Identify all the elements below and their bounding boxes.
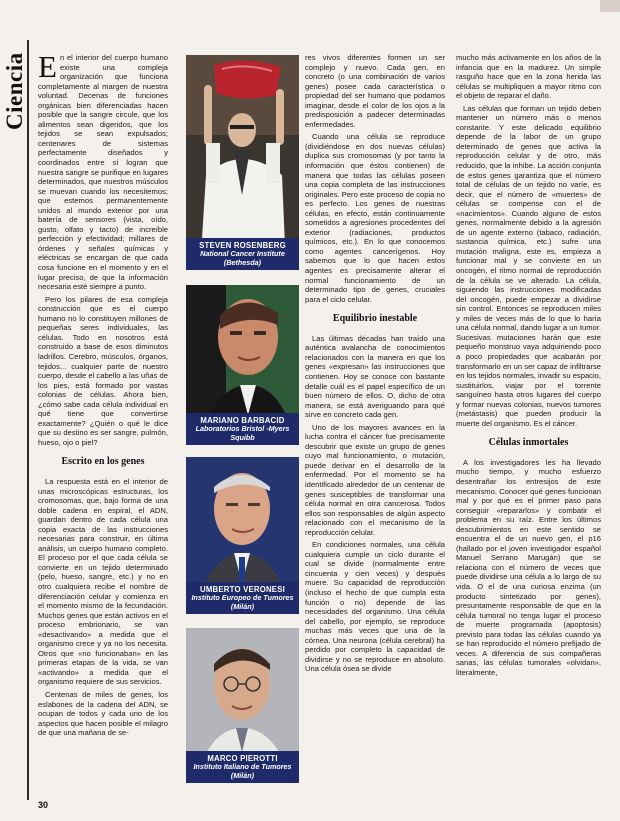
subhead-celulas-inmortales: Células inmortales [488, 437, 569, 449]
body-paragraph: Uno de los mayores avances en la lucha contra el cáncer fue precisamente descubrir que existe un grupo de genes cuyo mal funcionamiento, o mutación, puede derivar en el desarrollo de la enfermedad. Por el momento se ha identificado alrededor de un centenar de genes susceptibles de transformar una célula normal en otra cancerosa. Todos ellos son responsables de algún aspecto relacionado con el mecanismo de la reproducción celular. [305, 422, 445, 537]
subhead-escrito-en-los-genes: Escrito en los genes [61, 456, 145, 468]
body-paragraph: Las células que forman un tejido deben mantener un número más o menos constante. Y este delicado equilibrio depende de la labor de un grupo determinado de genes que activa la reproducción celular y de otro, más reducido, que la inhibe. La acción conjunta de estos genes garantiza que el número total de células de un tejido no varíe, es decir, que el número de «muertes» de células se compense con el de «nacimientos». Cuando alguno de estos genes, normalmente debido a la agresión de un agente externo (tabaco, radiación, sustancia química, etc.) sufre una mutación maligna, este es, empieza a funcionar mal y se convierte en un oncogén, el ritmo normal de reproducción de la célula se ve alterado. La célula, siguiendo las instrucciones modificadas del oncogén, puede empezar a dividirse sin control. Entonces se reproducen miles y miles de veces más de lo que lo haría una célula normal, dando lugar a un tumor. Sucesivas mutaciones harán que este pequeño monstruo vaya adquiriendo poco a poco propiedades que acabarán por transformarlo en un ser capaz de infiltrarse en los tejidos normales, invadir su espacio, sustituirlos, viajar por el torrente sanguíneo hasta otros lugares del cuerpo y formar nuevas colonias, nuevos tumores (metástasis) que pueden producir la muerte del organismo. Es el cáncer. [456, 103, 601, 428]
page-number: 30 [38, 800, 49, 810]
photo-caption [186, 413, 299, 445]
caption-name: UMBERTO VERONESI [200, 585, 285, 595]
caption-name: STEVEN ROSENBERG [199, 241, 286, 251]
body-paragraph: mucho más activamente en los años de la infancia que en la madurez. Un simple rasguño hace que en la zona herida las células se multipliquen a mayor ritmo con el objeto de reparar el daño. [456, 53, 601, 101]
body-paragraph: Pero los pilares de esa compleja construcción que es el cuerpo humano no lo constituyen millones de pequeñas seres individuales, las células. Todo en nosotros está construido a base de esos diminutos ladrillos. Cerebro, músculos, órganos, tejidos... cualquier parte de nuestro cuerpo, desde el cabello a las uñas de los pies, está formado por vastas colonias de células. Ahora bien, ¿cómo sabe cada célula individual en qué tiene que convertirse exactamente? ¿Quién o qué le dice que su destino es ser sangre, pulmón, hueso, ojo o piel? [38, 294, 168, 447]
intro-text: n el interior del cuerpo humano existe una compleja organización que funciona completamente al margen de nuestra voluntad. Decenas de funciones orgánicas bien diferenciadas hacen posible que la sangre circule, que los alimentos sean digeridos, que los tejidos se sean expulsados; centenares de sistemas perfectamente diseñados y coordinados entre sí logran que nuestra sangre se purifique en lugares determinados, que nuestros músculos se muevan cuando los necesitemos; que estemos permanentemente unidos al mundo exterior por una batería de sensores (vista, oído, gusto, olfato y tacto) de increíble perfección y efectividad; millares de órdenes y señales químicas y eléctricas se encargan de que cada cosa funcione en el momento y en el lugar preciso, de que la información necesaria esté siempre a punto. [38, 53, 168, 292]
body-paragraph: Centenas de miles de genes, los eslabones de la cadena del ADN, se ocupan de todos y cada uno de los aspectos que hacen posible el milagro de que una mañana de se- [38, 690, 168, 738]
body-paragraph: En condiciones normales, una célula cualquiera cumple un ciclo durante el cual se divide (normalmente entre cincuenta y cien veces) y después muere. Su capacidad de reproducción (incluso el hecho de que cumpla esta función o no) depende de las necesidades del organismo. Una célula del cabello, por ejemplo, se reproduce muchas más veces que una de la córnea. Una neurona (célula cerebral) ha perdido por completo la capacidad de dividirse y no se reproduce en absoluto. Una célula ósea se divide [305, 540, 445, 674]
photo-caption [186, 582, 299, 614]
photo-umberto-veronesi [186, 457, 299, 614]
caption-institution: Laboratorios Bristol -Myers Squibb [195, 424, 290, 442]
body-paragraph: La respuesta está en el interior de unas microscópicas estructuras, los cromosomas, que, bajo forma de una doble cadena en espiral, el ADN, guardan dentro de cada célula una copia exacta de las instrucciones necesarias para construir, en última análisis, un cuerpo humano completo. El proceso por el que cada célula se convierte en un tejido determinado (pelo, hueso, sangre, etc.) y no en otro cualquiera recibe el nombre de diferenciación celular y comienza en el momento mismo de la fecundación. Muchos genes que están activos en el proceso embrionario, se van «desactivando» a medida que el organismo crece y ya no los necesita. Otros que «no funcionaban» en las primeras etapas de la vida, se van «activando» a medida que el organismo requiere de sus servicios. [38, 476, 168, 687]
photo-caption [186, 751, 299, 783]
caption-institution: National Cancer Institute (Bethesda) [200, 249, 285, 267]
section-rule [27, 40, 29, 800]
photo-steven-rosenberg [186, 55, 299, 270]
photo-mariano-barbacid [186, 285, 299, 445]
article-column-3 [305, 53, 445, 771]
photo-caption [186, 238, 299, 270]
body-paragraph: Cuando una célula se reproduce (dividiéndose en dos nuevas células) duplica sus cromosomas (y por tanto la información que éstos contienen) de manera que todas las células poseen una copia completa de las instrucciones originales. Pero este proceso de copia no es perfecto. Los genes de nuestras células, en efecto, están continuamente sometidos a agresiones procedentes del exterior (radiaciones, productos químicos, etc.). En lo que conocemos como agentes cancerígenos. Hoy sabemos que lo que hacen estos agentes es precisamente alterar el normal funcionamiento de un determinado tipo de genes, cruciales para el ciclo celular. [305, 132, 445, 304]
corner-mark [600, 0, 620, 12]
body-paragraph: A los investigadores les ha llevado mucho tiempo, y mucho esfuerzo desentrañar los entresijos de este mecanismo. Conocer qué genes funcionan mal y por qué es el primer paso para conseguir «repararlos» y combatir el problema en su raíz. Entre los últimos descubrimientos en este sentido se encuentra el de un nuevo gen, el p16 (hallado por el joven investigador español Manuel Serrano Marugán) que se relaciona con el número de veces que puede dividirse una célula a lo largo de su vida. O el de una curiosa enzima (un producto sintetizado por genes), presuntamente responsable de que en la célula tumoral no tenga lugar el proceso de muerte programada (apoptosis) previsto para todas las células cuando ya se han reproducido el número prefijado de veces. A diferencia de sus compañeras sanas, las células tumorales «olvidan», literalmente, [456, 457, 601, 677]
body-paragraph: Las últimas décadas han traído una auténtica avalancha de conocimientos relacionados con la manera en que los genes «expresan» las instrucciones que contienen. Hoy se conoce con bastante detalle cuál es el papel específico de un buen número de ellos. O, dicho de otra manera, se está averiguando para qué sirve en concreto cada gen. [305, 333, 445, 420]
photo-marco-pierotti [186, 628, 299, 783]
section-tag: Ciencia [2, 52, 27, 130]
intro-paragraph [38, 53, 168, 292]
article-column-1 [38, 53, 168, 765]
caption-name: MARIANO BARBACID [200, 416, 285, 426]
caption-institution: Instituto Europeo de Tumores (Milán) [191, 593, 294, 611]
article-column-4 [456, 53, 601, 771]
drop-cap: E [38, 53, 57, 84]
subhead-equilibrio-inestable: Equilibrio inestable [332, 313, 418, 325]
body-paragraph: res vivos diferentes formen un ser complejo y nuevo. Cada gen, en concreto (o una combinación de varios genes) posee cada característica o propiedad del ser humano que podamos imaginar, desde el color de los ojos a la predisposición a padecer determinadas enfermedades. [305, 53, 445, 129]
caption-institution: Instituto Italiano de Tumores (Milán) [193, 762, 292, 780]
caption-name: MARCO PIEROTTI [207, 754, 278, 764]
